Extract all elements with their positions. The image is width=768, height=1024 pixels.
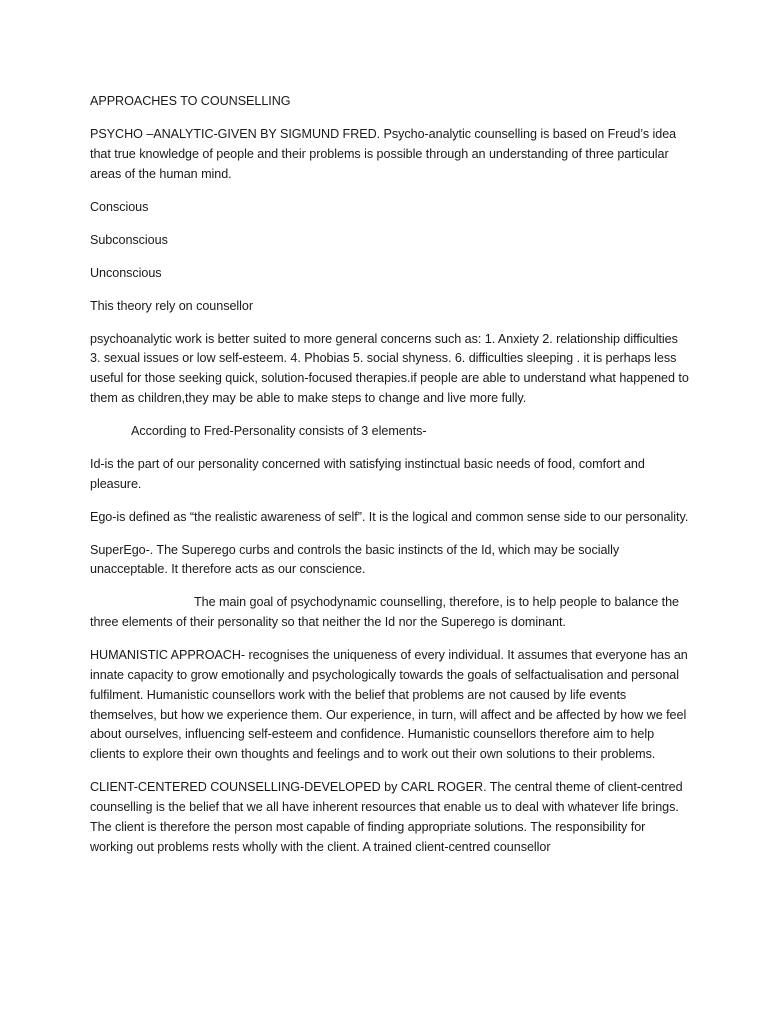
paragraph-client-centered: CLIENT-CENTERED COUNSELLING-DEVELOPED by CARL ROGER. The central theme of client-centred counselling is the belief that we all have inherent resources that enable us to deal with whatever life brings. The client is therefore the person most capable of finding appropriate solutions. The responsibility for working out problems rests wholly with the client. A trained client-centred counsellor (90, 780, 683, 854)
paragraph-main-goal: The main goal of psychodynamic counselling, therefore, is to help people to balance the three elements of their personality so that neither the Id nor the Superego is dominant. (90, 595, 680, 630)
paragraph-subconscious: Subconscious (90, 232, 168, 247)
paragraph-theory-reliance: This theory rely on counsellor (90, 298, 253, 313)
paragraph-ego: Ego-is defined as “the realistic awareness of self”. It is the logical and common sense side to our personality. (90, 509, 689, 524)
paragraph-superego: SuperEgo-. The Superego curbs and controls the basic instincts of the Id, which may be socially unacceptable. It therefore acts as our conscience. (90, 542, 620, 577)
paragraph-unconscious: Unconscious (90, 265, 162, 280)
document-page (90, 92, 690, 871)
paragraph-humanistic-approach: HUMANISTIC APPROACH- recognises the uniqueness of every individual. It assumes that everyone has an innate capacity to grow emotionally and psychologically towards the goals of selfactualisation and personal fulfilment. Humanistic counsellors work with the belief that problems are not caused by life events themselves, but how we experience them. Our experience, in turn, will affect and be affected by how we feel about ourselves, influencing self-esteem and confidence. Humanistic counsellors therefore aim to help clients to explore their own thoughts and feelings and to work out their own solutions to their problems. (90, 648, 688, 762)
paragraph-conscious: Conscious (90, 199, 149, 214)
document-title: APPROACHES TO COUNSELLING (90, 94, 291, 108)
paragraph-psychoanalytic-intro: PSYCHO –ANALYTIC-GIVEN BY SIGMUND FRED. Psycho-analytic counselling is based on Freud’s idea that true knowledge of people and their problems is possible through an understanding of three particular areas of the human mind. (90, 126, 677, 181)
paragraph-id: Id-is the part of our personality concerned with satisfying instinctual basic needs of food, comfort and pleasure. (90, 456, 645, 491)
paragraph-personality-elements: According to Fred-Personality consists of 3 elements- (131, 423, 427, 438)
paragraph-psychoanalytic-concerns: psychoanalytic work is better suited to more general concerns such as: 1. Anxiety 2. relationship difficulties 3. sexual issues or low self-esteem. 4. Phobias 5. social shyness. 6. difficulties sleeping . it is perhaps less useful for those seeking quick, solution-focused therapies.if people are able to understand what happened to them as children,they may be able to make steps to change and live more fully. (90, 331, 689, 405)
